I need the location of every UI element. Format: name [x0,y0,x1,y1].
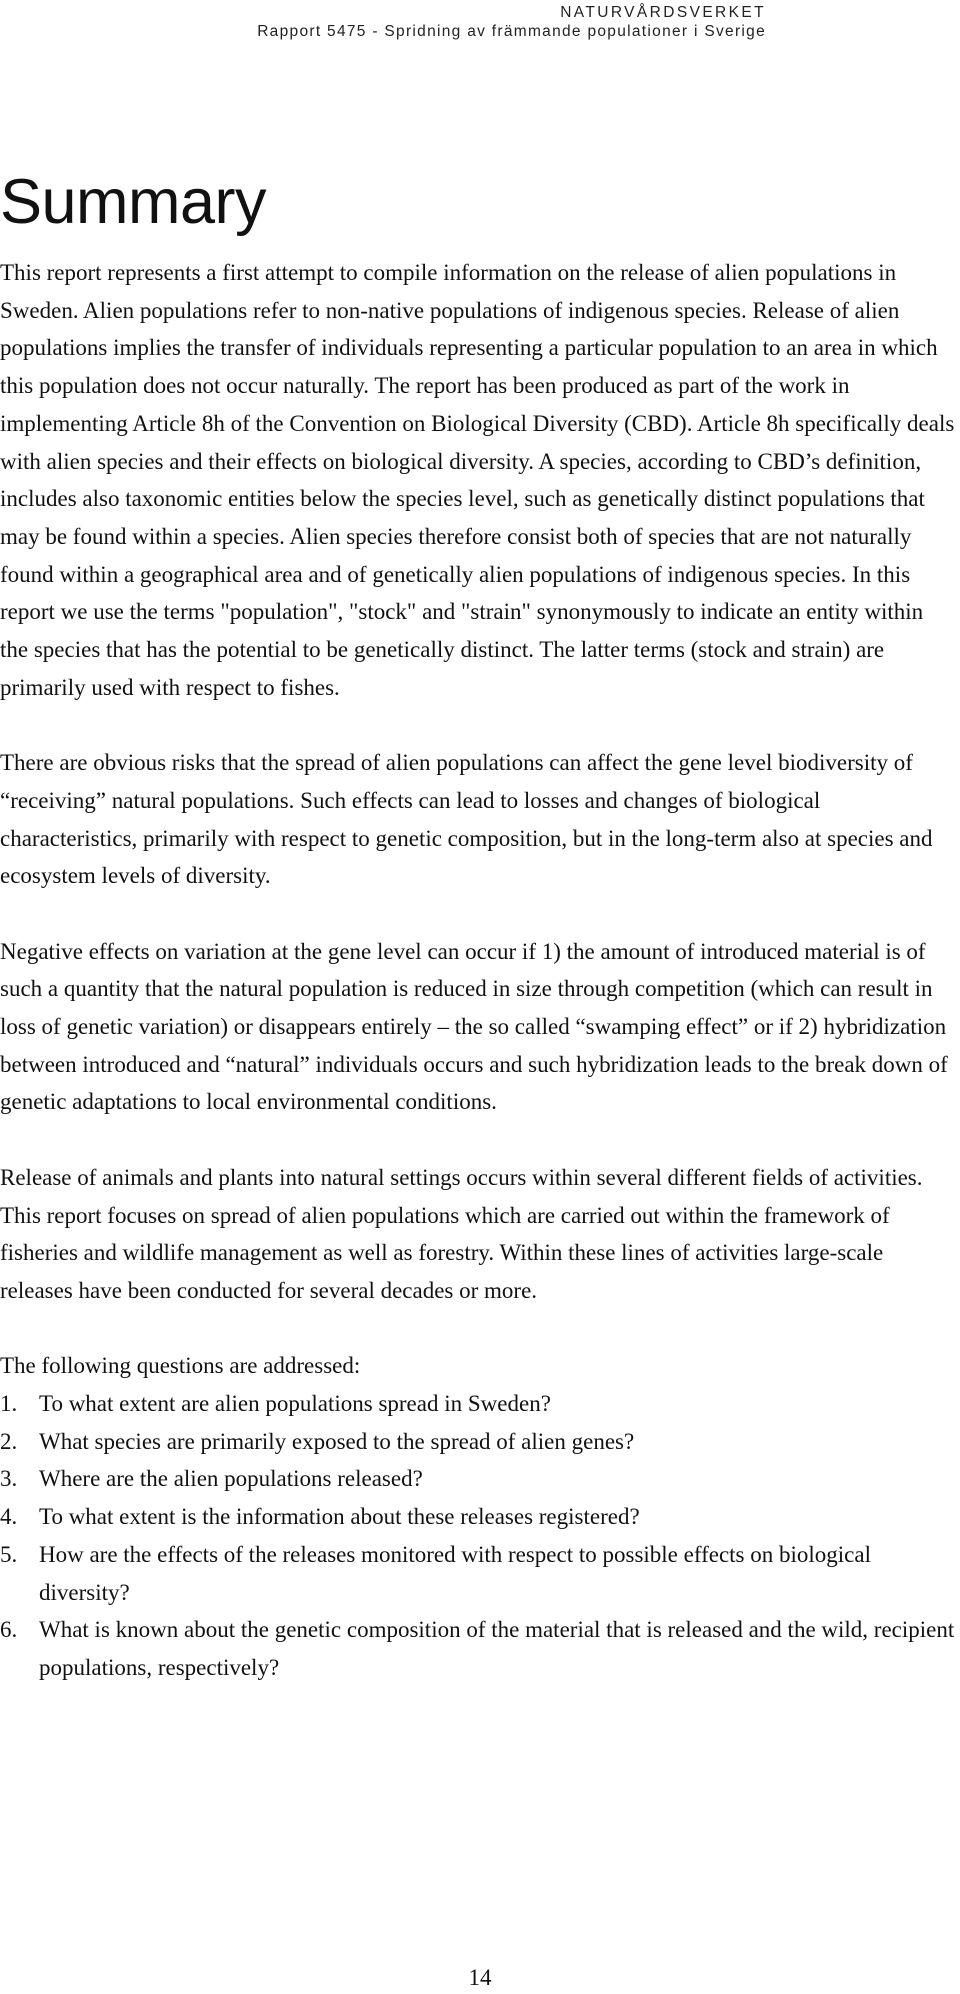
list-item-number: 3. [0,1466,18,1492]
list-item-text: What species are primarily exposed to the spread of alien genes? [39,1428,635,1454]
list-item [0,1498,955,1536]
list-item-text: What is known about the genetic composition of the material that is released and the wild, recipient populations, respectively? [39,1617,955,1680]
list-item [0,1423,955,1461]
list-item-text: Where are the alien populations released? [39,1466,423,1492]
list-item-number: 4. [0,1504,18,1530]
page-number: 14 [468,1965,492,1990]
list-item-number: 5. [0,1541,18,1567]
questions-intro: The following questions are addressed: [0,1353,361,1379]
questions-list [0,1385,955,1687]
paragraph-release-activities: Release of animals and plants into natural settings occurs within several different fields of activities. This report focuses on spread of alien populations which are carried out within the framework of fisheries and wildlife management as well as forestry. Within these lines of activities large-scale releases have been conducted for several decades or more. [0,1164,923,1303]
list-item-number: 6. [0,1617,18,1643]
paragraph-risks: There are obvious risks that the spread of alien populations can affect the gene level biodiversity of “receiving” natural populations. Such effects can lead to losses and changes of biological characteristics, primarily with respect to genetic composition, but in the long-term also at species and ecosystem levels of diversity. [0,750,933,889]
agency-name: NATURVÅRDSVERKET [560,4,766,21]
paragraph-negative-effects: Negative effects on variation at the gene level can occur if 1) the amount of introduced material is of such a quantity that the natural population is reduced in size through competition (which can result in loss of genetic variation) or disappears entirely – the so called “swamping effect” or if 2) hybridization between introduced and “natural” individuals occurs and such hybridization leads to the break down of genetic adaptations to local environmental conditions. [0,938,948,1115]
running-header [257,3,766,41]
list-item-text: To what extent are alien populations spread in Sweden? [39,1391,551,1417]
list-item-text: How are the effects of the releases monitored with respect to possible effects on biological diversity? [39,1541,871,1605]
list-item [0,1460,955,1498]
page-body [0,166,955,1687]
list-item [0,1536,955,1611]
page-title: Summary [0,167,267,237]
list-item [0,1385,955,1423]
list-item-text: To what extent is the information about these releases registered? [39,1504,640,1530]
paragraph-intro: This report represents a first attempt to compile information on the release of alien populations in Sweden. Alien populations refer to non-native populations of indigenous species. Release of alien populations implies the transfer of individuals representing a particular population to an area in which this population does not occur naturally. The report has been produced as part of the work in implementing Article 8h of the Convention on Biological Diversity (CBD). Article 8h specifically deals with alien species and their effects on biological diversity. A species, according to CBD’s definition, includes also taxonomic entities below the species level, such as genetically distinct populations that may be found within a species. Alien species therefore consist both of species that are not naturally found within a geographical area and of genetically alien populations of indigenous species. In this report we use the terms "population", "stock" and "strain" synonymously to indicate an entity within the species that has the potential to be genetically distinct. The latter terms (stock and strain) are primarily used with respect to fishes. [0,260,955,700]
report-title: Rapport 5475 - Spridning av främmande populationer i Sverige [257,23,766,40]
list-item-number: 2. [0,1428,18,1454]
list-item-number: 1. [0,1391,18,1417]
list-item [0,1611,955,1686]
